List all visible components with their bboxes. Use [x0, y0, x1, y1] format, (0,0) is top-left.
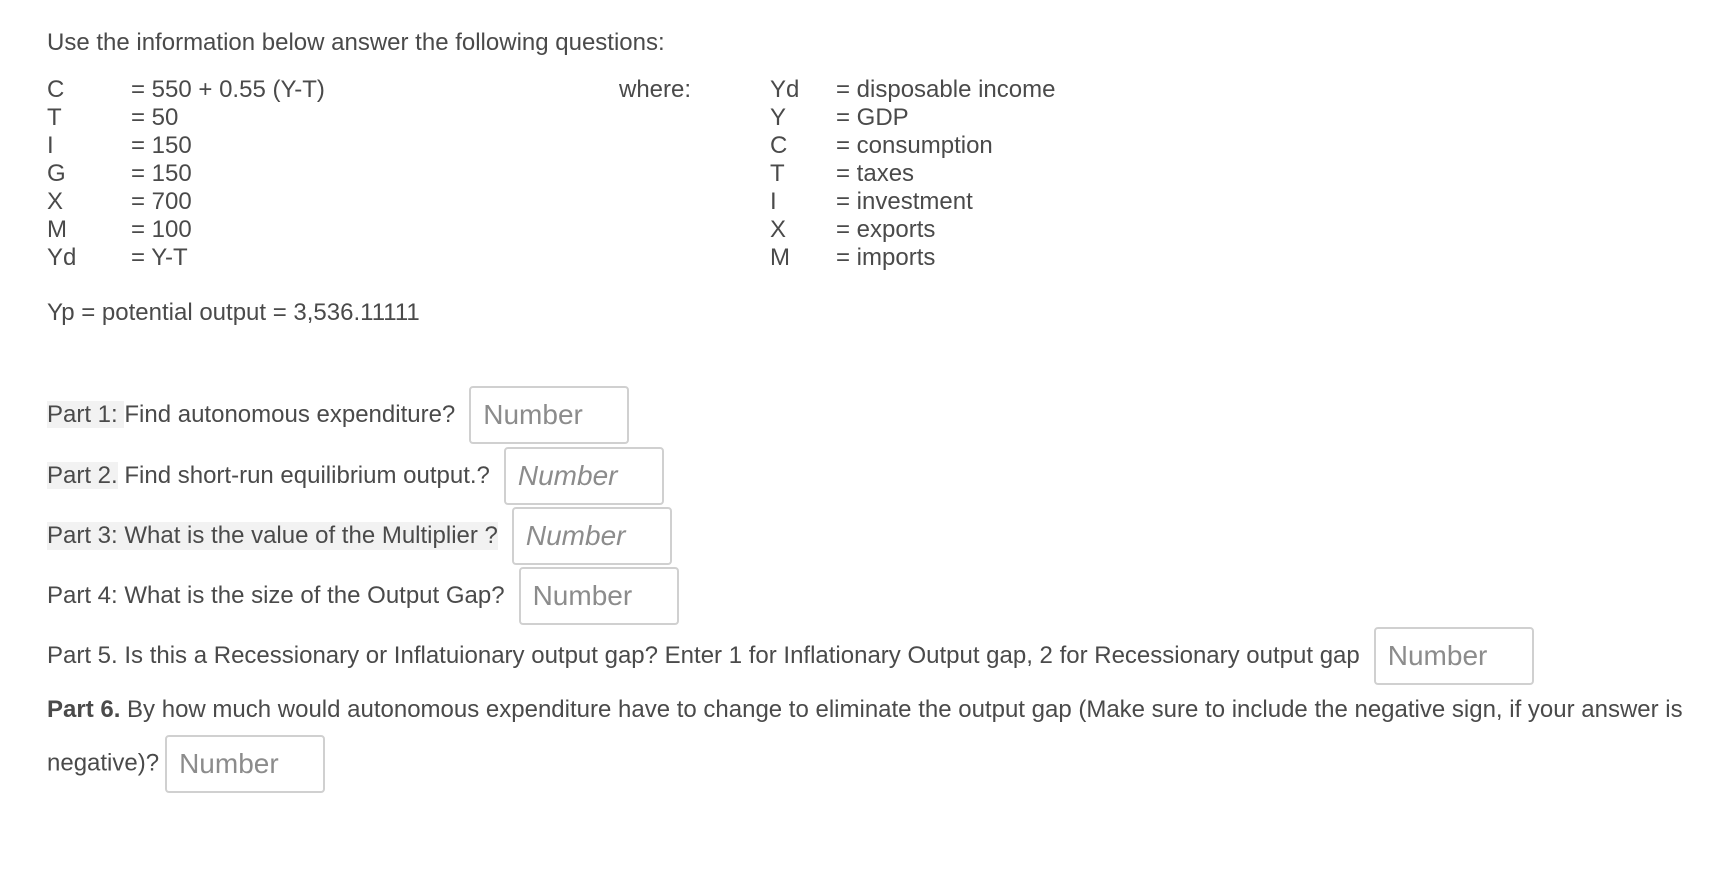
question-part-5-text: Part 5. Is this a Recessionary or Inflatuionary output gap? Enter 1 for Inflationary Output gap, 2 for Recessionary output gap	[47, 642, 1360, 669]
equation-symbol: Yd	[47, 244, 77, 271]
definition-row	[770, 244, 1055, 272]
question-part-2-prefix: Part 2.	[47, 462, 118, 489]
question-part-5	[47, 627, 1687, 685]
definition-row	[770, 188, 1055, 216]
definition-symbol: I	[770, 188, 777, 215]
part-6-answer-input[interactable]	[165, 735, 325, 793]
equation-value: = Y-T	[131, 244, 188, 271]
equation-symbol: M	[47, 216, 67, 243]
question-part-6	[47, 685, 1687, 793]
info-block	[47, 76, 1687, 276]
definitions-table	[770, 76, 1055, 272]
equation-value: = 700	[131, 188, 192, 215]
question-part-1	[47, 386, 1687, 444]
part-2-answer-input[interactable]	[504, 447, 664, 505]
intro-text: Use the information below answer the following questions:	[47, 29, 665, 56]
definition-text: = imports	[836, 244, 936, 271]
equation-symbol: G	[47, 160, 66, 187]
definition-text: = taxes	[836, 160, 915, 187]
definition-text: = disposable income	[836, 76, 1056, 103]
equation-symbol: X	[47, 188, 64, 215]
equation-value: = 550 + 0.55 (Y-T)	[131, 76, 325, 103]
equation-row	[47, 160, 325, 188]
definition-text: = investment	[836, 188, 973, 215]
questions	[47, 386, 1687, 793]
equation-row	[47, 76, 325, 104]
definition-row	[770, 216, 1055, 244]
definition-symbol: T	[770, 160, 785, 187]
part-5-answer-input[interactable]	[1374, 627, 1534, 685]
definition-row	[770, 160, 1055, 188]
definition-row	[770, 104, 1055, 132]
equation-row	[47, 188, 325, 216]
question-part-4-text: Part 4: What is the size of the Output Gap?	[47, 582, 505, 609]
question-part-2-text	[47, 462, 490, 490]
definition-text: = consumption	[836, 132, 993, 159]
equations-table	[47, 76, 325, 272]
definition-text: = exports	[836, 216, 936, 243]
equation-symbol: I	[47, 132, 54, 159]
question-part-3	[47, 507, 1687, 565]
equation-row	[47, 244, 325, 272]
question-part-1-prefix: Part 1:	[47, 401, 125, 428]
definition-symbol: Y	[770, 104, 787, 131]
equation-value: = 150	[131, 132, 192, 159]
equation-row	[47, 104, 325, 132]
definition-symbol: Yd	[770, 76, 800, 103]
question-part-2	[47, 447, 1687, 505]
equation-symbol: T	[47, 104, 62, 131]
definition-symbol: M	[770, 244, 790, 271]
equation-row	[47, 216, 325, 244]
where-label: where:	[619, 76, 692, 103]
part-3-answer-input[interactable]	[512, 507, 672, 565]
equation-value: = 50	[131, 104, 179, 131]
question-part-6-text: By how much would autonomous expenditure have to change to eliminate the output gap (Make sure to include the negative sign, if your answer is negative)?	[47, 696, 1683, 777]
equation-row	[47, 132, 325, 160]
definition-text: = GDP	[836, 104, 909, 131]
question-part-4	[47, 567, 1687, 625]
definition-symbol: X	[770, 216, 787, 243]
question-part-2-body: Find short-run equilibrium output.?	[117, 462, 490, 489]
part-4-answer-input[interactable]	[519, 567, 679, 625]
question-part-1-text	[47, 401, 455, 429]
question-part-6-label: Part 6.	[47, 696, 121, 723]
definition-symbol: C	[770, 132, 788, 159]
equation-symbol: C	[47, 76, 65, 103]
question-part-3-text: Part 3: What is the value of the Multiplier ?	[47, 522, 498, 549]
part-1-answer-input[interactable]	[469, 386, 629, 444]
potential-output: Yp = potential output = 3,536.11111	[47, 299, 420, 326]
question-content	[47, 26, 1687, 793]
definition-row	[770, 132, 1055, 160]
equation-value: = 150	[131, 160, 192, 187]
question-part-1-body: Find autonomous expenditure?	[124, 401, 456, 428]
equation-value: = 100	[131, 216, 192, 243]
definition-row	[770, 76, 1055, 104]
